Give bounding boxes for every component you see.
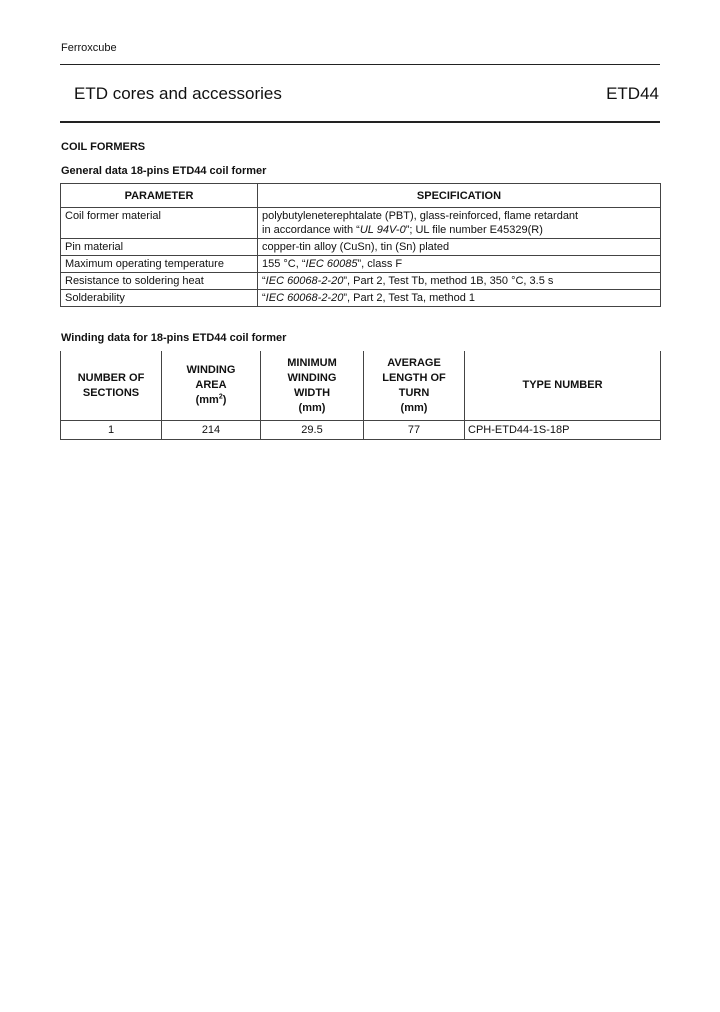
spec-text: in accordance with “ [262,224,360,236]
header-line: MINIMUM [287,356,337,369]
column-header: PARAMETER [61,184,258,208]
sections-cell: 1 [61,421,162,440]
document-code: ETD44 [606,84,659,103]
param-cell: Maximum operating temperature [61,256,258,273]
spec-text: ”; UL file number E45329(R) [405,224,543,236]
spec-text: ”, Part 2, Test Tb, method 1B, 350 °C, 3.5 s [343,275,554,287]
table-row [61,273,661,290]
standard-reference: IEC 60085 [305,258,358,270]
winding-table-caption: Winding data for 18-pins ETD44 coil former [61,332,287,344]
table-header-row [61,351,661,421]
column-header-width [261,351,364,421]
header-rule [60,121,660,123]
spec-text: ”, Part 2, Test Ta, method 1 [343,292,476,304]
spec-text: polybutyleneterephtalate (PBT), glass-reinforced, flame retardant [262,210,579,222]
column-header-sections [61,351,162,421]
header-line: LENGTH OF [382,371,446,384]
spec-cell [258,256,661,273]
standard-reference: IEC 60068-2-20 [265,275,344,287]
spec-text: “ [262,292,266,304]
param-cell: Pin material [61,239,258,256]
table-row [61,208,661,239]
column-header-type: TYPE NUMBER [465,351,661,421]
table-header-row [61,184,661,208]
section-heading: COIL FORMERS [61,141,146,153]
param-cell: Resistance to soldering heat [61,273,258,290]
spec-text: “ [262,275,266,287]
column-header-area [162,351,261,421]
spec-cell: copper-tin alloy (CuSn), tin (Sn) plated [258,239,661,256]
header-line: WIDTH [293,386,331,399]
spec-text: 155 °C, “ [262,258,306,270]
area-cell: 214 [162,421,261,440]
header-line: NUMBER OF [77,371,145,384]
param-cell: Solderability [61,290,258,307]
header-line: SECTIONS [82,386,140,399]
header-line: WINDING [287,371,337,384]
brand-name: Ferroxcube [61,42,117,54]
type-number-cell: CPH-ETD44-1S-18P [465,421,661,440]
unit-text: ) [222,394,227,406]
standard-reference: UL 94V-0 [359,224,406,236]
general-table-caption: General data 18-pins ETD44 coil former [61,165,267,177]
header-line: (mm) [400,401,428,414]
general-data-table [60,183,661,307]
table-row [61,256,661,273]
header-line: WINDING [186,364,236,376]
unit-text: (mm [195,394,219,406]
spec-cell [258,273,661,290]
top-rule [60,64,660,65]
header-line: AREA [195,379,227,391]
winding-data-table [60,351,661,440]
unit-superscript: 2 [218,393,223,401]
header-unit [196,394,227,406]
header-line: TURN [398,386,430,399]
table-row [61,290,661,307]
spec-text: ”, class F [357,258,403,270]
width-cell: 29.5 [261,421,364,440]
document-title: ETD cores and accessories [74,84,282,103]
standard-reference: IEC 60068-2-20 [265,292,344,304]
column-header-length [364,351,465,421]
column-header: SPECIFICATION [258,184,661,208]
header-line: AVERAGE [387,356,441,369]
table-row [61,239,661,256]
length-cell: 77 [364,421,465,440]
spec-cell [258,290,661,307]
table-row [61,421,661,440]
param-cell: Coil former material [61,208,258,239]
spec-cell [258,208,661,239]
header-line: (mm) [298,401,326,414]
